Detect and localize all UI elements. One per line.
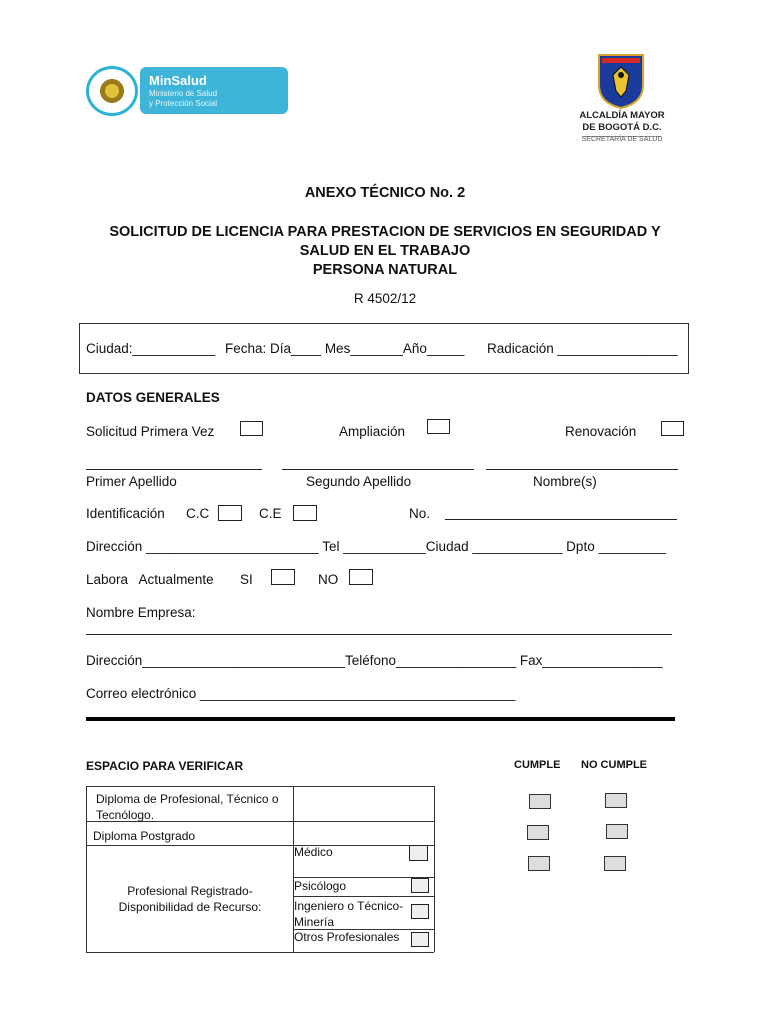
primer-apellido-label: Primer Apellido xyxy=(86,474,177,489)
alcaldia-line2: DE BOGOTÁ D.C. xyxy=(582,122,662,133)
primera-vez-checkbox[interactable] xyxy=(240,421,263,436)
alcaldia-line1: ALCALDÍA MAYOR xyxy=(579,110,665,121)
cumple-checkbox-row2[interactable] xyxy=(527,825,549,840)
nombre-empresa-line[interactable] xyxy=(86,634,672,635)
cumple-header: CUMPLE xyxy=(514,759,561,771)
otros-profesionales-checkbox[interactable] xyxy=(411,932,429,947)
no-cumple-checkbox-row1[interactable] xyxy=(605,793,627,808)
minsalud-banner xyxy=(140,67,288,114)
medico-option-label: Médico xyxy=(294,845,333,859)
espacio-verificar-heading: ESPACIO PARA VERIFICAR xyxy=(86,759,244,773)
no-cumple-checkbox-row3[interactable] xyxy=(604,856,626,871)
minsalud-subtitle: Ministerio de Salud y Protección Social xyxy=(149,89,218,108)
renovacion-checkbox[interactable] xyxy=(661,421,684,436)
diploma-profesional-label: Diploma de Profesional, Técnico o Tecnólogo. xyxy=(96,792,279,822)
segundo-apellido-label: Segundo Apellido xyxy=(306,474,412,489)
otros-profesionales-option-label: Otros Profesionales xyxy=(294,930,400,944)
no-checkbox[interactable] xyxy=(349,569,373,585)
no-cumple-checkbox-row2[interactable] xyxy=(606,824,628,839)
colombia-seal-icon xyxy=(86,66,138,116)
cumple-checkbox-row1[interactable] xyxy=(529,794,551,809)
identificacion-label: Identificación xyxy=(86,506,165,521)
nombres-line[interactable] xyxy=(486,469,678,470)
ce-checkbox[interactable] xyxy=(293,505,317,521)
numero-label: No. xyxy=(409,506,431,521)
primer-apellido-line[interactable] xyxy=(86,469,262,470)
secretaria-salud-label: SECRETARÍA DE SALUD xyxy=(581,136,663,143)
empresa-direccion-telefono-fax-fields[interactable]: Dirección___________________________Teléfono________________ Fax________________ xyxy=(86,653,663,668)
nombres-label: Nombre(s) xyxy=(533,474,597,489)
resolution-number: R 4502/12 xyxy=(353,291,417,306)
solicitud-label: Solicitud Primera Vez xyxy=(86,424,215,439)
no-label: NO xyxy=(318,572,339,587)
radicacion-field[interactable]: Radicación ________________ xyxy=(487,341,678,356)
ingeniero-checkbox[interactable] xyxy=(411,904,429,919)
ampliacion-label: Ampliación xyxy=(339,424,406,439)
datos-generales-heading: DATOS GENERALES xyxy=(86,390,220,405)
diploma-postgrado-label: Diploma Postgrado xyxy=(93,829,196,843)
form-title: SOLICITUD DE LICENCIA PARA PRESTACION DE SERVICIOS EN SEGURIDAD Y SALUD EN EL TRABAJO PERSONA NATURAL xyxy=(109,224,661,278)
cumple-checkbox-row3[interactable] xyxy=(528,856,550,871)
ingeniero-option-label: Ingeniero o Técnico-Minería xyxy=(294,899,404,929)
profesional-registrado-label: Profesional Registrado-Disponibilidad de Recurso: xyxy=(118,884,262,914)
segundo-apellido-line[interactable] xyxy=(282,469,474,470)
cc-checkbox[interactable] xyxy=(218,505,242,521)
cc-label: C.C xyxy=(186,506,210,521)
ampliacion-checkbox[interactable] xyxy=(427,419,450,434)
bogota-shield-icon xyxy=(596,53,646,109)
annex-title: ANEXO TÉCNICO No. 2 xyxy=(304,185,466,201)
renovacion-label: Renovación xyxy=(565,424,637,439)
ce-label: C.E xyxy=(259,506,282,521)
section-divider xyxy=(86,717,675,721)
medico-checkbox[interactable] xyxy=(409,845,428,861)
fecha-field[interactable]: Fecha: Día____ Mes_______Año_____ xyxy=(225,341,465,356)
minsalud-title: MinSalud xyxy=(149,73,207,88)
psicologo-option-label: Psicólogo xyxy=(294,879,347,893)
si-checkbox[interactable] xyxy=(271,569,295,585)
ciudad-field[interactable]: Ciudad:___________ xyxy=(86,341,216,356)
direccion-tel-ciudad-dpto-fields[interactable]: Dirección _______________________ Tel ___________Ciudad ____________ Dpto _________ xyxy=(86,539,667,554)
numero-line[interactable] xyxy=(445,519,677,520)
si-label: SI xyxy=(240,572,253,587)
nombre-empresa-label: Nombre Empresa: xyxy=(86,605,196,620)
psicologo-checkbox[interactable] xyxy=(411,878,429,893)
no-cumple-header: NO CUMPLE xyxy=(581,759,647,771)
correo-electronico-field[interactable]: Correo electrónico __________________________________________ xyxy=(86,686,516,701)
labora-actualmente-label: Labora Actualmente xyxy=(86,572,214,587)
